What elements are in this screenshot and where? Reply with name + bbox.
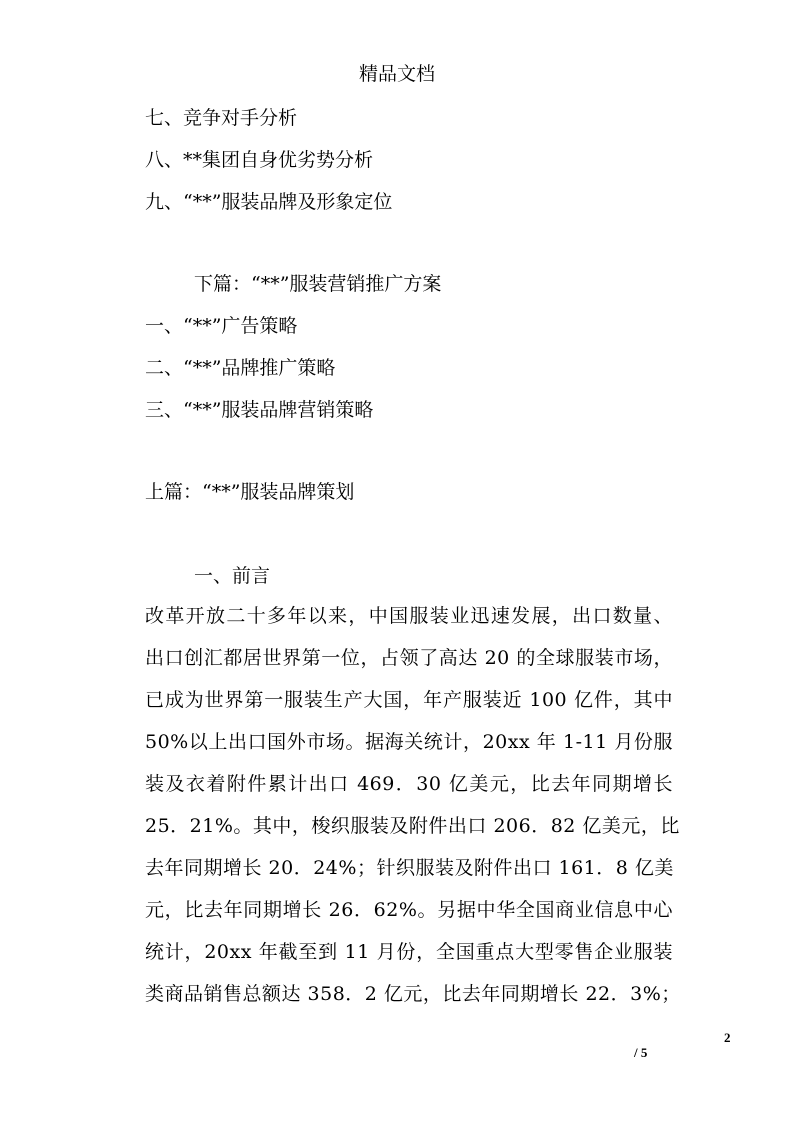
paragraph-line: 统计，20xx 年截至到 11 月份，全国重点大型零售企业服装 (145, 941, 673, 963)
paragraph-line: 改革开放二十多年以来，中国服装业迅速发展，出口数量、 (145, 605, 673, 627)
section-heading: 一、前言 (194, 565, 271, 587)
lower-part-title: 下篇：“**”服装营销推广方案 (194, 273, 442, 295)
paragraph-line: 25．21%。其中，梭织服装及附件出口 206．82 亿美元，比 (145, 815, 680, 837)
paragraph-line: 类商品销售总额达 358．2 亿元，比去年同期增长 22．3%； (145, 983, 681, 1005)
toc-item-9: 九、“**”服装品牌及形象定位 (145, 191, 393, 213)
page-number: 2 (724, 1030, 731, 1045)
document-header: 精品文档 (358, 63, 435, 85)
toc-item-8: 八、**集团自身优劣势分析 (145, 149, 374, 171)
page-total: / 5 (634, 1045, 648, 1060)
toc-item-7: 七、竞争对手分析 (145, 107, 298, 129)
toc-lower-item-1: 一、“**”广告策略 (145, 315, 298, 337)
paragraph-line: 装及衣着附件累计出口 469．30 亿美元，比去年同期增长 (145, 773, 673, 795)
paragraph-line: 出口创汇都居世界第一位，占领了高达 20 的全球服装市场， (145, 647, 673, 669)
paragraph-line: 50%以上出口国外市场。据海关统计，20xx 年 1-11 月份服 (145, 731, 673, 753)
toc-lower-item-3: 三、“**”服装品牌营销策略 (145, 399, 374, 421)
toc-lower-item-2: 二、“**”品牌推广策略 (145, 357, 336, 379)
paragraph-line: 元，比去年同期增长 26．62%。另据中华全国商业信息中心 (145, 899, 673, 921)
paragraph-line: 去年同期增长 20．24%；针织服装及附件出口 161．8 亿美 (145, 857, 674, 879)
paragraph-line: 已成为世界第一服装生产大国，年产服装近 100 亿件，其中 (145, 689, 673, 711)
upper-part-title: 上篇：“**”服装品牌策划 (145, 481, 355, 503)
